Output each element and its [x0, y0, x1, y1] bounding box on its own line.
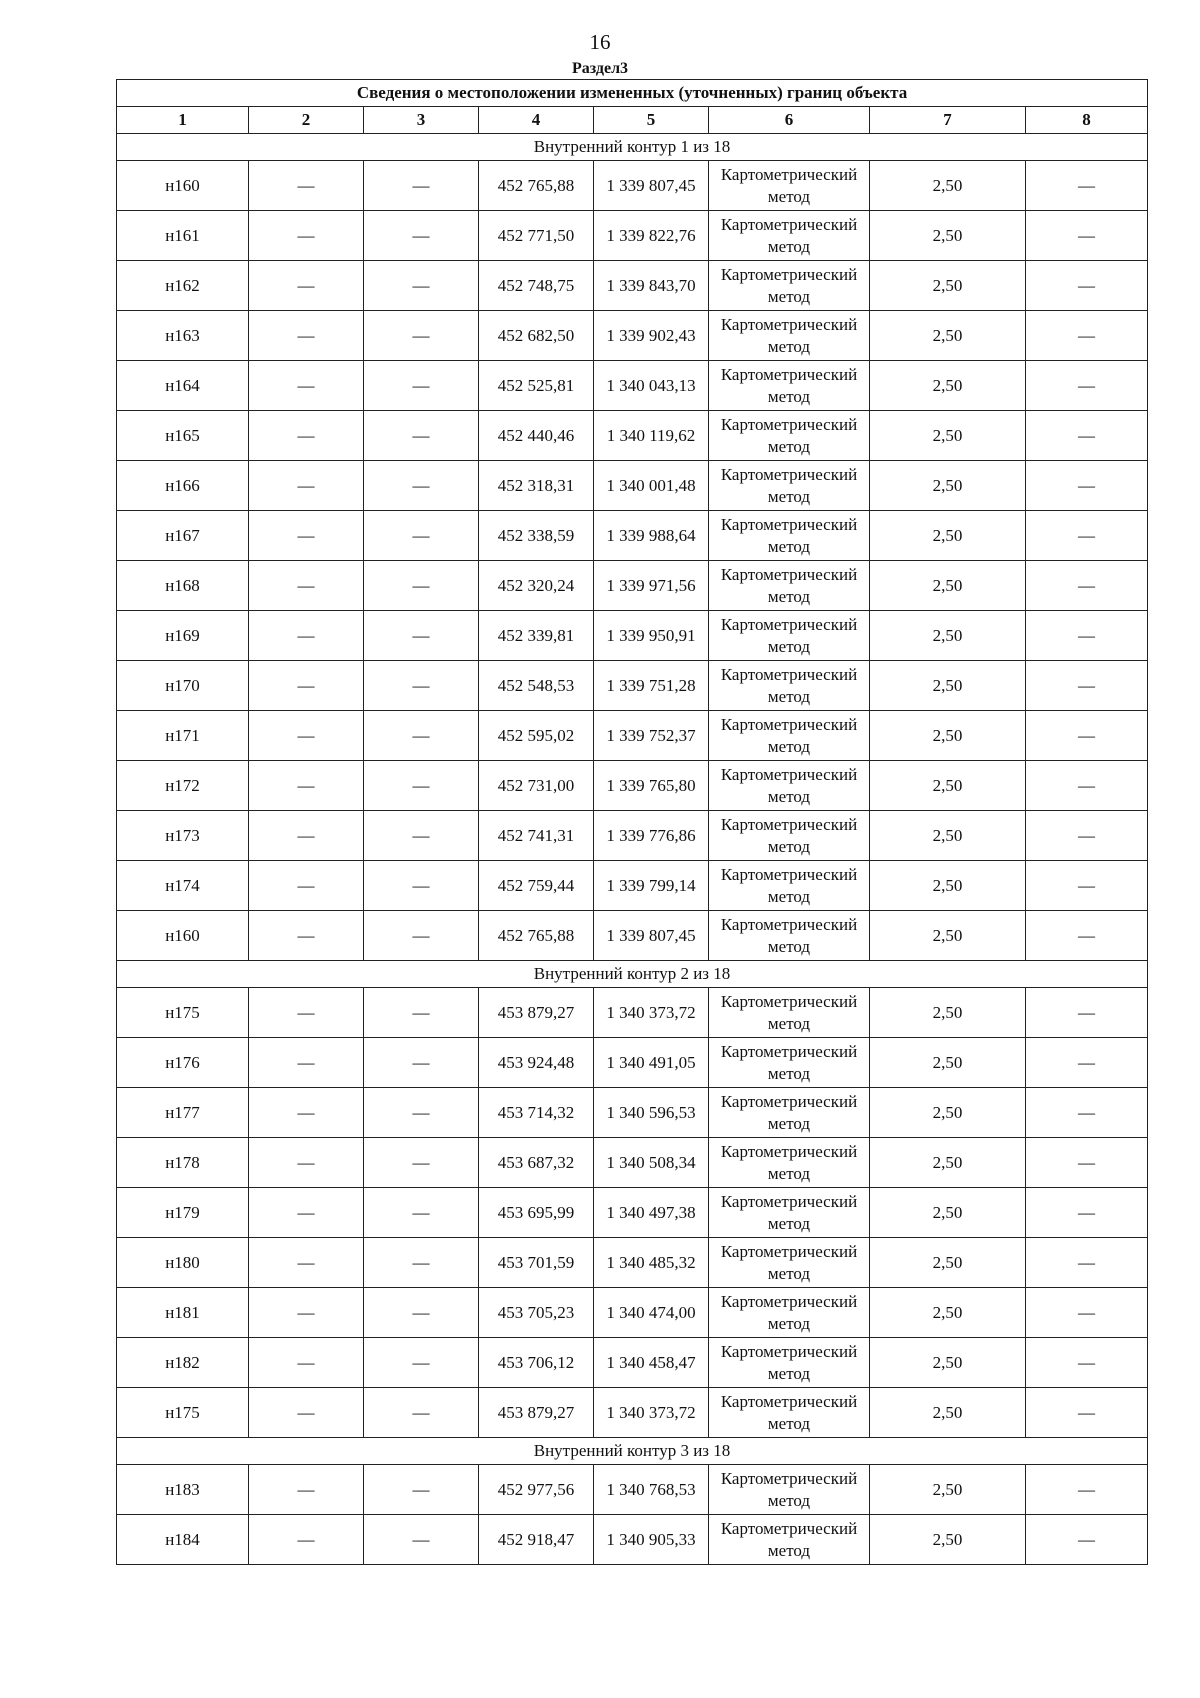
method-cell: Картометрический метод [709, 1338, 870, 1388]
section-title: Раздел3 [571, 60, 629, 77]
point-name-cell: н169 [117, 611, 249, 661]
accuracy-cell: 2,50 [870, 811, 1026, 861]
x-coordinate-cell: 452 339,81 [479, 611, 594, 661]
col8-cell: — [1026, 1188, 1148, 1238]
accuracy-cell: 2,50 [870, 861, 1026, 911]
x-coordinate-cell: 453 879,27 [479, 988, 594, 1038]
y-coordinate-cell: 1 339 988,64 [594, 511, 709, 561]
point-name-cell: н172 [117, 761, 249, 811]
method-cell: Картометрический метод [709, 461, 870, 511]
method-cell: Картометрический метод [709, 1088, 870, 1138]
y-coordinate-cell: 1 339 799,14 [594, 861, 709, 911]
x-coordinate-cell: 452 682,50 [479, 311, 594, 361]
col3-cell: — [364, 161, 479, 211]
boundary-coordinates-table [116, 79, 1148, 1565]
column-number-2: 2 [249, 107, 364, 134]
method-cell: Картометрический метод [709, 911, 870, 961]
y-coordinate-cell: 1 339 807,45 [594, 911, 709, 961]
col2-cell: — [249, 361, 364, 411]
col2-cell: — [249, 1138, 364, 1188]
contour-label: Внутренний контур 2 из 18 [117, 961, 1148, 988]
point-name-cell: н176 [117, 1038, 249, 1088]
x-coordinate-cell: 452 338,59 [479, 511, 594, 561]
point-name-cell: н183 [117, 1465, 249, 1515]
y-coordinate-cell: 1 339 751,28 [594, 661, 709, 711]
y-coordinate-cell: 1 339 822,76 [594, 211, 709, 261]
method-cell: Картометрический метод [709, 1138, 870, 1188]
y-coordinate-cell: 1 339 902,43 [594, 311, 709, 361]
accuracy-cell: 2,50 [870, 1188, 1026, 1238]
table-row [117, 1338, 1148, 1388]
x-coordinate-cell: 453 706,12 [479, 1338, 594, 1388]
col2-cell: — [249, 211, 364, 261]
col3-cell: — [364, 511, 479, 561]
x-coordinate-cell: 453 924,48 [479, 1038, 594, 1088]
method-cell: Картометрический метод [709, 161, 870, 211]
accuracy-cell: 2,50 [870, 1088, 1026, 1138]
contour-header-row [117, 1438, 1148, 1465]
point-name-cell: н161 [117, 211, 249, 261]
col3-cell: — [364, 1138, 479, 1188]
table-body [117, 134, 1148, 1565]
col3-cell: — [364, 461, 479, 511]
table-row [117, 1138, 1148, 1188]
col8-cell: — [1026, 411, 1148, 461]
col3-cell: — [364, 361, 479, 411]
col2-cell: — [249, 561, 364, 611]
accuracy-cell: 2,50 [870, 711, 1026, 761]
method-cell: Картометрический метод [709, 661, 870, 711]
x-coordinate-cell: 452 748,75 [479, 261, 594, 311]
page-number: 16 [589, 30, 611, 54]
accuracy-cell: 2,50 [870, 1038, 1026, 1088]
point-name-cell: н184 [117, 1515, 249, 1565]
col2-cell: — [249, 1388, 364, 1438]
x-coordinate-cell: 452 440,46 [479, 411, 594, 461]
col8-cell: — [1026, 511, 1148, 561]
y-coordinate-cell: 1 340 485,32 [594, 1238, 709, 1288]
col2-cell: — [249, 1188, 364, 1238]
column-number-row [117, 107, 1148, 134]
accuracy-cell: 2,50 [870, 1238, 1026, 1288]
accuracy-cell: 2,50 [870, 1388, 1026, 1438]
point-name-cell: н165 [117, 411, 249, 461]
y-coordinate-cell: 1 339 971,56 [594, 561, 709, 611]
col8-cell: — [1026, 1288, 1148, 1338]
column-number-1: 1 [117, 107, 249, 134]
y-coordinate-cell: 1 340 491,05 [594, 1038, 709, 1088]
accuracy-cell: 2,50 [870, 511, 1026, 561]
table-row [117, 411, 1148, 461]
col8-cell: — [1026, 211, 1148, 261]
y-coordinate-cell: 1 340 373,72 [594, 1388, 709, 1438]
method-cell: Картометрический метод [709, 211, 870, 261]
accuracy-cell: 2,50 [870, 1288, 1026, 1338]
col2-cell: — [249, 761, 364, 811]
method-cell: Картометрический метод [709, 1465, 870, 1515]
table-row [117, 611, 1148, 661]
method-cell: Картометрический метод [709, 811, 870, 861]
col2-cell: — [249, 988, 364, 1038]
col3-cell: — [364, 1388, 479, 1438]
accuracy-cell: 2,50 [870, 311, 1026, 361]
col2-cell: — [249, 511, 364, 561]
point-name-cell: н160 [117, 911, 249, 961]
table-row [117, 261, 1148, 311]
method-cell: Картометрический метод [709, 411, 870, 461]
accuracy-cell: 2,50 [870, 261, 1026, 311]
x-coordinate-cell: 453 701,59 [479, 1238, 594, 1288]
y-coordinate-cell: 1 339 765,80 [594, 761, 709, 811]
table-row [117, 1238, 1148, 1288]
table-row [117, 811, 1148, 861]
method-cell: Картометрический метод [709, 1288, 870, 1338]
point-name-cell: н180 [117, 1238, 249, 1288]
x-coordinate-cell: 452 318,31 [479, 461, 594, 511]
col8-cell: — [1026, 161, 1148, 211]
y-coordinate-cell: 1 339 776,86 [594, 811, 709, 861]
x-coordinate-cell: 452 918,47 [479, 1515, 594, 1565]
col2-cell: — [249, 1088, 364, 1138]
contour-label: Внутренний контур 3 из 18 [117, 1438, 1148, 1465]
point-name-cell: н171 [117, 711, 249, 761]
col3-cell: — [364, 811, 479, 861]
col3-cell: — [364, 1338, 479, 1388]
col2-cell: — [249, 1038, 364, 1088]
col2-cell: — [249, 811, 364, 861]
y-coordinate-cell: 1 340 768,53 [594, 1465, 709, 1515]
x-coordinate-cell: 452 759,44 [479, 861, 594, 911]
x-coordinate-cell: 452 731,00 [479, 761, 594, 811]
point-name-cell: н174 [117, 861, 249, 911]
col8-cell: — [1026, 1038, 1148, 1088]
point-name-cell: н179 [117, 1188, 249, 1238]
col2-cell: — [249, 911, 364, 961]
col8-cell: — [1026, 1338, 1148, 1388]
x-coordinate-cell: 452 741,31 [479, 811, 594, 861]
method-cell: Картометрический метод [709, 311, 870, 361]
col3-cell: — [364, 988, 479, 1038]
x-coordinate-cell: 452 548,53 [479, 661, 594, 711]
method-cell: Картометрический метод [709, 1188, 870, 1238]
col3-cell: — [364, 311, 479, 361]
x-coordinate-cell: 452 320,24 [479, 561, 594, 611]
table-row [117, 461, 1148, 511]
x-coordinate-cell: 452 765,88 [479, 161, 594, 211]
col2-cell: — [249, 711, 364, 761]
accuracy-cell: 2,50 [870, 361, 1026, 411]
col8-cell: — [1026, 1238, 1148, 1288]
contour-label: Внутренний контур 1 из 18 [117, 134, 1148, 161]
col3-cell: — [364, 1088, 479, 1138]
col8-cell: — [1026, 911, 1148, 961]
col8-cell: — [1026, 1515, 1148, 1565]
point-name-cell: н175 [117, 988, 249, 1038]
accuracy-cell: 2,50 [870, 911, 1026, 961]
x-coordinate-cell: 453 695,99 [479, 1188, 594, 1238]
y-coordinate-cell: 1 340 043,13 [594, 361, 709, 411]
table-row [117, 1038, 1148, 1088]
method-cell: Картометрический метод [709, 1238, 870, 1288]
table-row [117, 511, 1148, 561]
col8-cell: — [1026, 1138, 1148, 1188]
accuracy-cell: 2,50 [870, 988, 1026, 1038]
column-number-3: 3 [364, 107, 479, 134]
y-coordinate-cell: 1 340 497,38 [594, 1188, 709, 1238]
col2-cell: — [249, 311, 364, 361]
col3-cell: — [364, 761, 479, 811]
accuracy-cell: 2,50 [870, 1138, 1026, 1188]
x-coordinate-cell: 453 714,32 [479, 1088, 594, 1138]
contour-header-row [117, 134, 1148, 161]
col8-cell: — [1026, 711, 1148, 761]
method-cell: Картометрический метод [709, 1515, 870, 1565]
method-cell: Картометрический метод [709, 761, 870, 811]
col2-cell: — [249, 1288, 364, 1338]
column-number-4: 4 [479, 107, 594, 134]
col2-cell: — [249, 461, 364, 511]
col3-cell: — [364, 1038, 479, 1088]
col2-cell: — [249, 611, 364, 661]
table-row [117, 311, 1148, 361]
x-coordinate-cell: 452 525,81 [479, 361, 594, 411]
table-row [117, 1188, 1148, 1238]
col2-cell: — [249, 1238, 364, 1288]
col2-cell: — [249, 861, 364, 911]
col8-cell: — [1026, 1465, 1148, 1515]
col8-cell: — [1026, 611, 1148, 661]
x-coordinate-cell: 452 595,02 [479, 711, 594, 761]
table-row [117, 861, 1148, 911]
table-row [117, 1515, 1148, 1565]
col3-cell: — [364, 861, 479, 911]
method-cell: Картометрический метод [709, 361, 870, 411]
method-cell: Картометрический метод [709, 1388, 870, 1438]
col8-cell: — [1026, 761, 1148, 811]
col3-cell: — [364, 611, 479, 661]
point-name-cell: н173 [117, 811, 249, 861]
method-cell: Картометрический метод [709, 261, 870, 311]
accuracy-cell: 2,50 [870, 661, 1026, 711]
method-cell: Картометрический метод [709, 611, 870, 661]
col8-cell: — [1026, 661, 1148, 711]
table-row [117, 1388, 1148, 1438]
col2-cell: — [249, 661, 364, 711]
point-name-cell: н182 [117, 1338, 249, 1388]
y-coordinate-cell: 1 339 950,91 [594, 611, 709, 661]
y-coordinate-cell: 1 340 508,34 [594, 1138, 709, 1188]
y-coordinate-cell: 1 340 119,62 [594, 411, 709, 461]
method-cell: Картометрический метод [709, 1038, 870, 1088]
table-row [117, 561, 1148, 611]
col3-cell: — [364, 711, 479, 761]
col3-cell: — [364, 1188, 479, 1238]
accuracy-cell: 2,50 [870, 761, 1026, 811]
col3-cell: — [364, 211, 479, 261]
col3-cell: — [364, 1288, 479, 1338]
y-coordinate-cell: 1 340 373,72 [594, 988, 709, 1038]
y-coordinate-cell: 1 340 001,48 [594, 461, 709, 511]
col8-cell: — [1026, 1088, 1148, 1138]
col3-cell: — [364, 1238, 479, 1288]
col8-cell: — [1026, 461, 1148, 511]
point-name-cell: н178 [117, 1138, 249, 1188]
col3-cell: — [364, 411, 479, 461]
table-row [117, 1088, 1148, 1138]
column-number-5: 5 [594, 107, 709, 134]
col8-cell: — [1026, 361, 1148, 411]
y-coordinate-cell: 1 340 474,00 [594, 1288, 709, 1338]
x-coordinate-cell: 452 771,50 [479, 211, 594, 261]
method-cell: Картометрический метод [709, 988, 870, 1038]
y-coordinate-cell: 1 340 596,53 [594, 1088, 709, 1138]
point-name-cell: н181 [117, 1288, 249, 1338]
y-coordinate-cell: 1 339 843,70 [594, 261, 709, 311]
x-coordinate-cell: 452 977,56 [479, 1465, 594, 1515]
col3-cell: — [364, 561, 479, 611]
x-coordinate-cell: 453 687,32 [479, 1138, 594, 1188]
table-row [117, 988, 1148, 1038]
point-name-cell: н164 [117, 361, 249, 411]
accuracy-cell: 2,50 [870, 161, 1026, 211]
table-row [117, 211, 1148, 261]
y-coordinate-cell: 1 340 905,33 [594, 1515, 709, 1565]
table-row [117, 361, 1148, 411]
col8-cell: — [1026, 988, 1148, 1038]
col2-cell: — [249, 161, 364, 211]
method-cell: Картометрический метод [709, 511, 870, 561]
point-name-cell: н163 [117, 311, 249, 361]
column-number-8: 8 [1026, 107, 1148, 134]
col8-cell: — [1026, 861, 1148, 911]
method-cell: Картометрический метод [709, 711, 870, 761]
point-name-cell: н166 [117, 461, 249, 511]
column-number-7: 7 [870, 107, 1026, 134]
point-name-cell: н175 [117, 1388, 249, 1438]
accuracy-cell: 2,50 [870, 611, 1026, 661]
y-coordinate-cell: 1 339 752,37 [594, 711, 709, 761]
table-caption: Сведения о местоположении измененных (уточненных) границ объекта [117, 80, 1148, 107]
point-name-cell: н168 [117, 561, 249, 611]
table-row [117, 761, 1148, 811]
col3-cell: — [364, 911, 479, 961]
table-row [117, 711, 1148, 761]
table-row [117, 1465, 1148, 1515]
col3-cell: — [364, 261, 479, 311]
col3-cell: — [364, 661, 479, 711]
accuracy-cell: 2,50 [870, 461, 1026, 511]
point-name-cell: н167 [117, 511, 249, 561]
col8-cell: — [1026, 1388, 1148, 1438]
y-coordinate-cell: 1 340 458,47 [594, 1338, 709, 1388]
col3-cell: — [364, 1515, 479, 1565]
accuracy-cell: 2,50 [870, 1515, 1026, 1565]
col2-cell: — [249, 1515, 364, 1565]
col2-cell: — [249, 261, 364, 311]
column-number-6: 6 [709, 107, 870, 134]
col2-cell: — [249, 411, 364, 461]
method-cell: Картометрический метод [709, 561, 870, 611]
accuracy-cell: 2,50 [870, 1338, 1026, 1388]
col3-cell: — [364, 1465, 479, 1515]
col2-cell: — [249, 1338, 364, 1388]
table-row [117, 1288, 1148, 1338]
x-coordinate-cell: 453 705,23 [479, 1288, 594, 1338]
accuracy-cell: 2,50 [870, 211, 1026, 261]
col8-cell: — [1026, 261, 1148, 311]
x-coordinate-cell: 452 765,88 [479, 911, 594, 961]
point-name-cell: н170 [117, 661, 249, 711]
table-row [117, 161, 1148, 211]
point-name-cell: н162 [117, 261, 249, 311]
contour-header-row [117, 961, 1148, 988]
y-coordinate-cell: 1 339 807,45 [594, 161, 709, 211]
accuracy-cell: 2,50 [870, 1465, 1026, 1515]
point-name-cell: н160 [117, 161, 249, 211]
col8-cell: — [1026, 561, 1148, 611]
table-row [117, 661, 1148, 711]
table-row [117, 911, 1148, 961]
accuracy-cell: 2,50 [870, 561, 1026, 611]
col2-cell: — [249, 1465, 364, 1515]
accuracy-cell: 2,50 [870, 411, 1026, 461]
point-name-cell: н177 [117, 1088, 249, 1138]
col8-cell: — [1026, 311, 1148, 361]
method-cell: Картометрический метод [709, 861, 870, 911]
col8-cell: — [1026, 811, 1148, 861]
x-coordinate-cell: 453 879,27 [479, 1388, 594, 1438]
